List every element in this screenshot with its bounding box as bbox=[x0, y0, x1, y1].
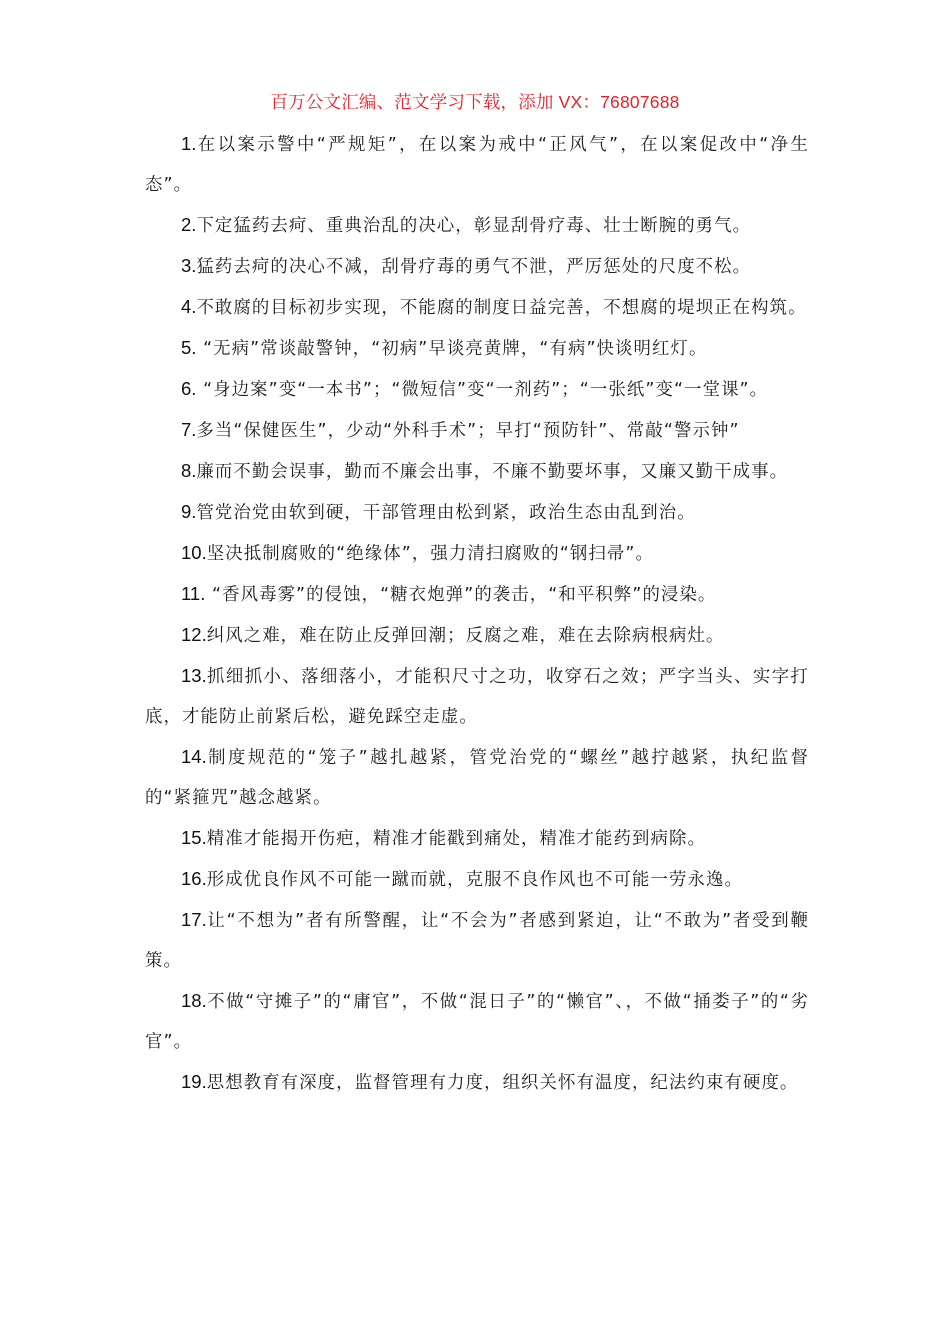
paragraph-text: “无病”常谈敲警钟，“初病”早谈亮黄牌，“有病”快谈明红灯。 bbox=[196, 339, 708, 359]
paragraph-2 bbox=[145, 205, 809, 246]
paragraph-text: 形成优良作风不可能一蹴而就，克服不良作风也不可能一劳永逸。 bbox=[206, 870, 743, 890]
paragraph-16 bbox=[145, 859, 809, 900]
paragraph-text: 在以案示警中“严规矩”，在以案为戒中“正风气”，在以案促改中“净生态”。 bbox=[145, 135, 809, 195]
item-number: 3. bbox=[181, 255, 197, 276]
item-number: 18. bbox=[181, 990, 207, 1011]
paragraph-text: 制度规范的“笼子”越扎越紧，管党治党的“螺丝”越拧越紧，执纪监督的“紧箍咒”越念越紧。 bbox=[145, 748, 809, 808]
paragraph-text: 不做“守摊子”的“庸官”，不做“混日子”的“懒官”、，不做“捅娄子”的“劣官”。 bbox=[145, 992, 809, 1052]
paragraph-text: 让“不想为”者有所警醒，让“不会为”者感到紧迫，让“不敢为”者受到鞭策。 bbox=[145, 911, 809, 971]
item-number: 9. bbox=[181, 501, 197, 522]
item-number: 4. bbox=[181, 296, 197, 317]
item-number: 13. bbox=[181, 665, 207, 686]
paragraph-text: 廉而不勤会误事，勤而不廉会出事，不廉不勤要坏事，又廉又勤干成事。 bbox=[196, 462, 789, 482]
paragraph-text: 纠风之难，难在防止反弹回潮；反腐之难，难在去除病根病灶。 bbox=[206, 626, 725, 646]
paragraph-text: 思想教育有深度，监督管理有力度，组织关怀有温度，纪法约束有硬度。 bbox=[206, 1073, 799, 1093]
item-number: 17. bbox=[181, 909, 207, 930]
paragraph-9 bbox=[145, 492, 809, 533]
paragraph-text: 坚决抵制腐败的“绝缘体”，强力清扫腐败的“钢扫帚”。 bbox=[206, 544, 654, 564]
paragraph-text: 管党治党由软到硬，干部管理由松到紧，政治生态由乱到治。 bbox=[196, 503, 696, 523]
paragraph-text: 多当“保健医生”，少动“外科手术”；早打“预防针”、常敲“警示钟” bbox=[196, 421, 740, 441]
paragraph-7 bbox=[145, 410, 809, 451]
paragraph-text: “身边案”变“一本书”；“微短信”变“一剂药”；“一张纸”变“一堂课”。 bbox=[196, 380, 769, 400]
paragraph-13 bbox=[145, 656, 809, 737]
item-number: 5. bbox=[181, 337, 197, 358]
paragraph-text: 不敢腐的目标初步实现，不能腐的制度日益完善，不想腐的堤坝正在构筑。 bbox=[196, 298, 807, 318]
item-number: 11. bbox=[181, 583, 206, 604]
paragraph-text: “香风毒雾”的侵蚀，“糖衣炮弹”的袭击，“和平积弊”的浸染。 bbox=[205, 585, 717, 605]
paragraph-text: 下定猛药去疴、重典治乱的决心，彰显刮骨疗毒、壮士断腕的勇气。 bbox=[196, 216, 752, 236]
paragraph-10 bbox=[145, 533, 809, 574]
paragraph-11 bbox=[145, 574, 809, 615]
header-banner: 百万公文汇编、范文学习下载，添加 VX：76807688 bbox=[270, 92, 680, 112]
paragraph-18 bbox=[145, 981, 809, 1062]
paragraph-5 bbox=[145, 328, 809, 369]
item-number: 16. bbox=[181, 868, 207, 889]
paragraph-text: 猛药去疴的决心不减，刮骨疗毒的勇气不泄，严厉惩处的尺度不松。 bbox=[196, 257, 752, 277]
item-number: 19. bbox=[181, 1071, 207, 1092]
item-number: 8. bbox=[181, 460, 197, 481]
paragraph-1 bbox=[145, 124, 809, 205]
paragraph-8 bbox=[145, 451, 809, 492]
item-number: 12. bbox=[181, 624, 207, 645]
paragraph-3 bbox=[145, 246, 809, 287]
item-number: 7. bbox=[181, 419, 197, 440]
item-number: 6. bbox=[181, 378, 197, 399]
paragraph-14 bbox=[145, 737, 809, 818]
paragraph-4 bbox=[145, 287, 809, 328]
item-number: 1. bbox=[181, 133, 197, 154]
paragraph-6 bbox=[145, 369, 809, 410]
paragraph-text: 抓细抓小、落细落小，才能积尺寸之功，收穿石之效；严字当头、实字打底，才能防止前紧后松，避免踩空走虚。 bbox=[145, 667, 809, 727]
document-body bbox=[145, 124, 809, 1103]
item-number: 14. bbox=[181, 746, 207, 767]
paragraph-17 bbox=[145, 900, 809, 981]
paragraph-19 bbox=[145, 1062, 809, 1103]
paragraph-15 bbox=[145, 818, 809, 859]
item-number: 10. bbox=[181, 542, 207, 563]
item-number: 2. bbox=[181, 214, 197, 235]
paragraph-12 bbox=[145, 615, 809, 656]
paragraph-text: 精准才能揭开伤疤，精准才能戳到痛处，精准才能药到病除。 bbox=[206, 829, 706, 849]
item-number: 15. bbox=[181, 827, 207, 848]
